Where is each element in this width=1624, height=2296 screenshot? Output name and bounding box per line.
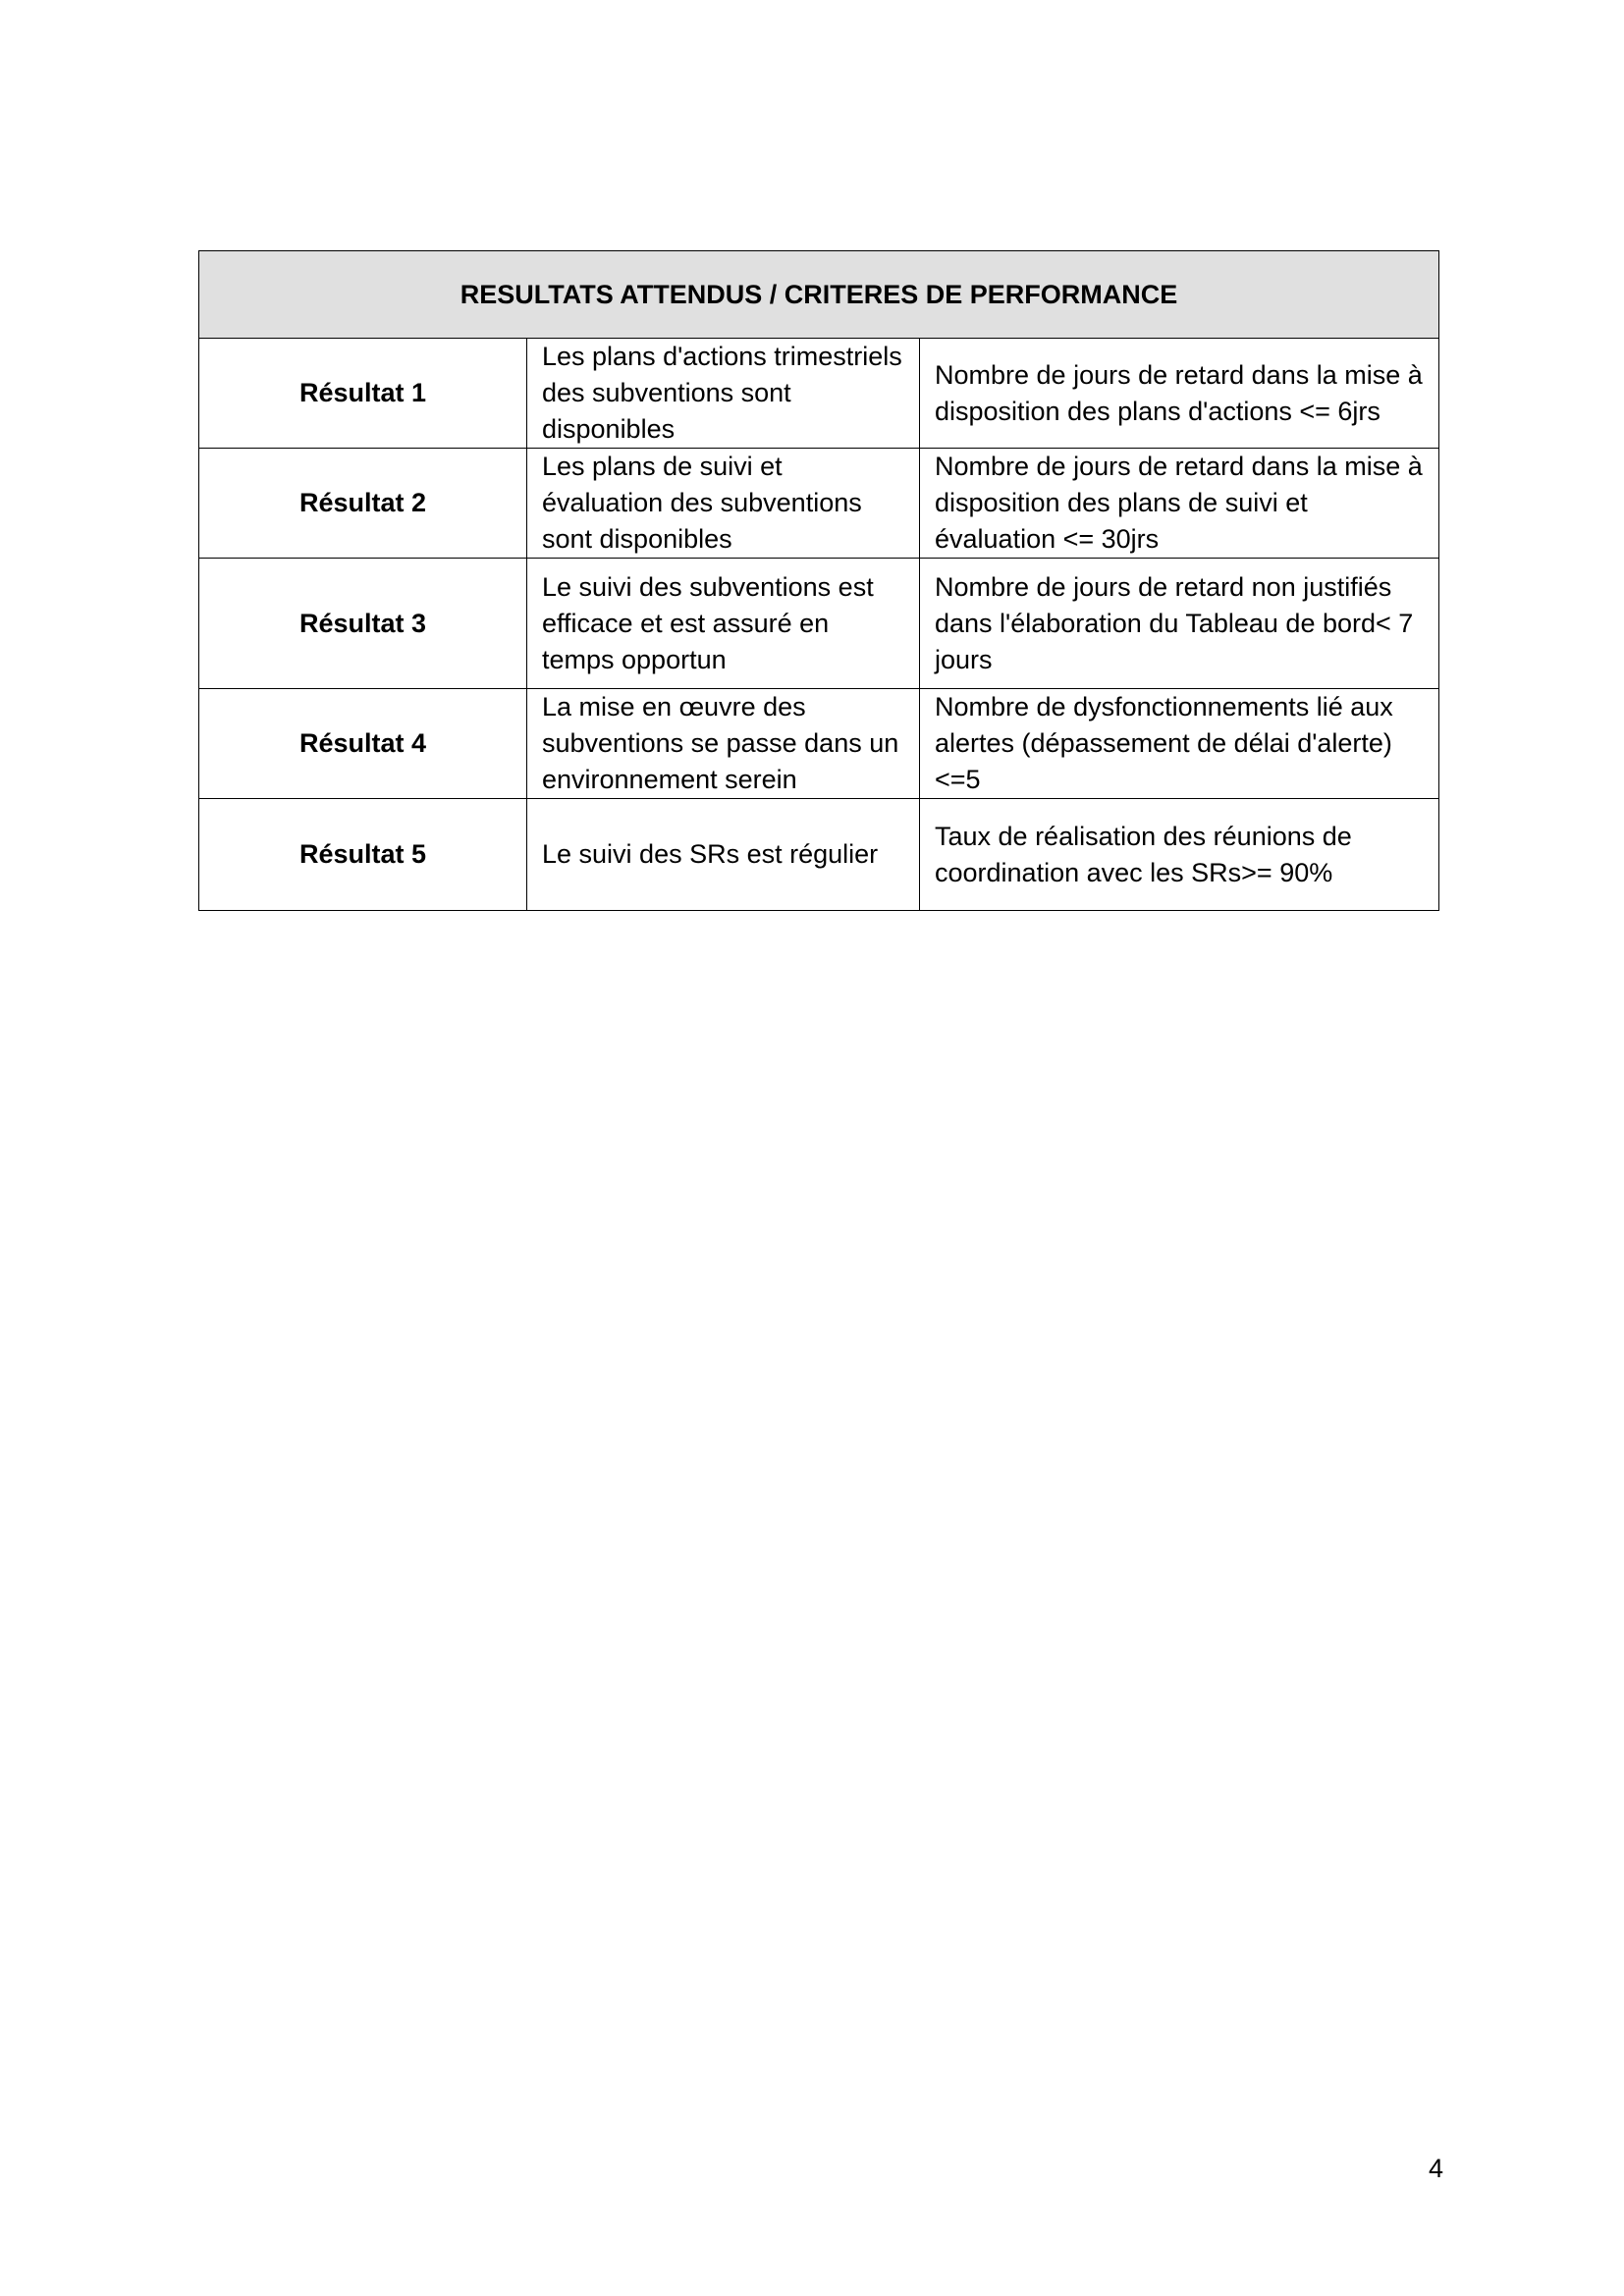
result-description: Le suivi des SRs est régulier <box>527 799 920 911</box>
table-header-row <box>199 251 1439 339</box>
performance-table <box>198 250 1439 911</box>
table-row <box>199 449 1439 559</box>
performance-criterion: Nombre de jours de retard dans la mise à disposition des plans de suivi et évaluation <= 30jrs <box>920 449 1439 559</box>
result-description: Les plans d'actions trimestriels des subventions sont disponibles <box>527 339 920 449</box>
table-header: RESULTATS ATTENDUS / CRITERES DE PERFORMANCE <box>199 251 1439 339</box>
performance-criterion: Nombre de jours de retard dans la mise à disposition des plans d'actions <= 6jrs <box>920 339 1439 449</box>
performance-criterion: Taux de réalisation des réunions de coordination avec les SRs>= 90% <box>920 799 1439 911</box>
result-label: Résultat 2 <box>199 449 527 559</box>
result-label: Résultat 5 <box>199 799 527 911</box>
table-row <box>199 799 1439 911</box>
table-row <box>199 559 1439 689</box>
result-label: Résultat 1 <box>199 339 527 449</box>
table-row <box>199 339 1439 449</box>
result-description: Les plans de suivi et évaluation des subventions sont disponibles <box>527 449 920 559</box>
result-label: Résultat 4 <box>199 689 527 799</box>
result-description: La mise en œuvre des subventions se passe dans un environnement serein <box>527 689 920 799</box>
performance-criterion: Nombre de jours de retard non justifiés dans l'élaboration du Tableau de bord< 7 jours <box>920 559 1439 689</box>
performance-criterion: Nombre de dysfonctionnements lié aux alertes (dépassement de délai d'alerte) <=5 <box>920 689 1439 799</box>
page-number: 4 <box>1428 2154 1443 2183</box>
result-description: Le suivi des subventions est efficace et est assuré en temps opportun <box>527 559 920 689</box>
result-label: Résultat 3 <box>199 559 527 689</box>
table-row <box>199 689 1439 799</box>
